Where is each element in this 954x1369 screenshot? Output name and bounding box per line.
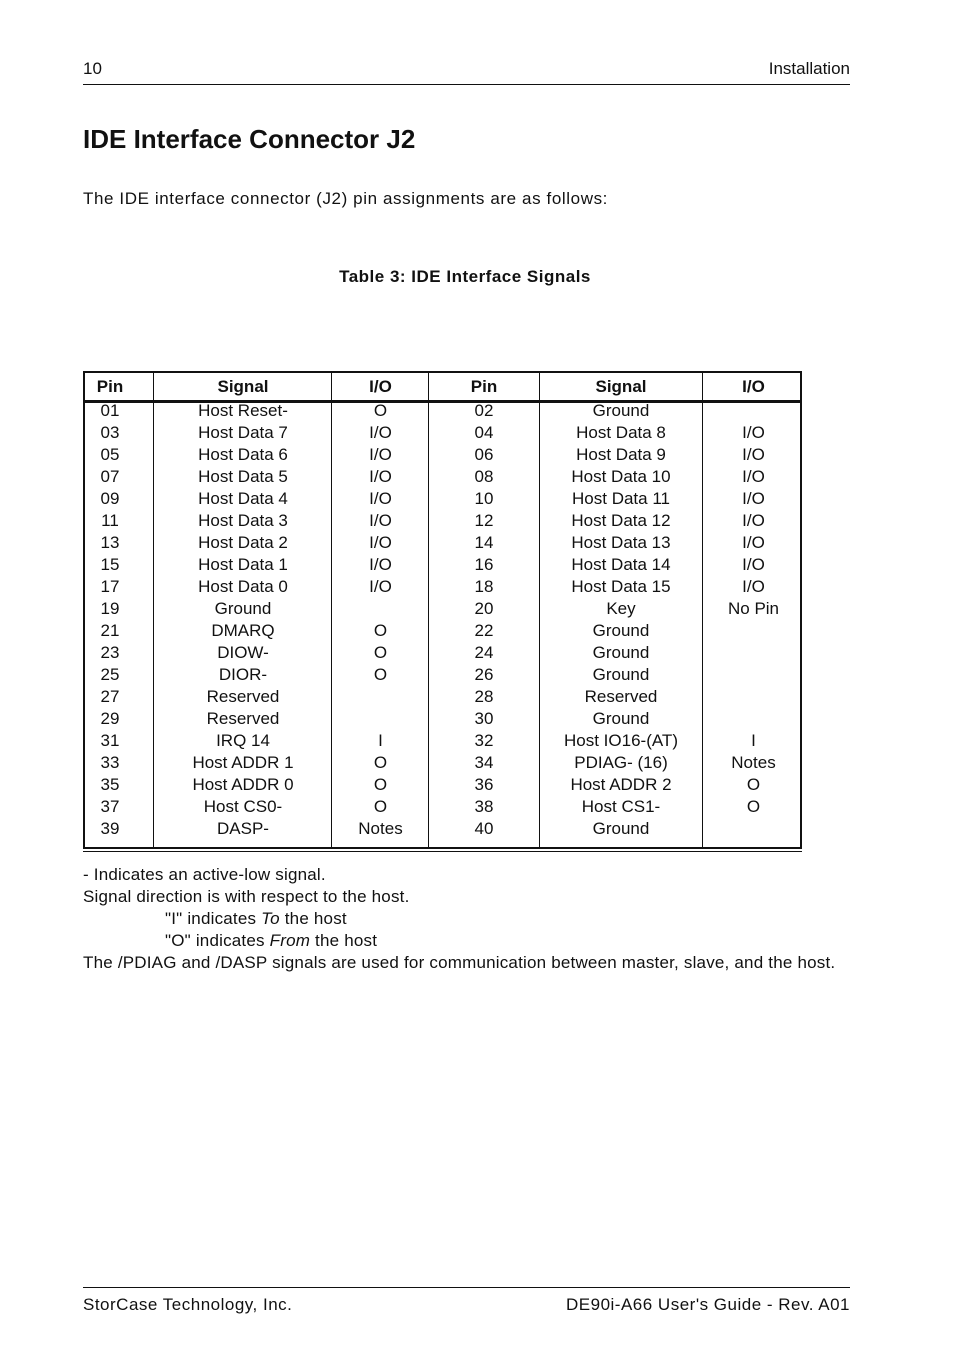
table-row (85, 554, 800, 576)
column-header-pin: Pin (96, 377, 124, 396)
table-row (85, 818, 800, 840)
cell-signal: Ground (592, 665, 650, 684)
note-pdiag-dasp: The /PDIAG and /DASP signals are used for communication between master, slave, and the host. (83, 953, 836, 972)
cell-signal: PDIAG- (16) (574, 753, 668, 772)
cell-signal: Ground (592, 621, 650, 640)
cell-io: No Pin (727, 599, 780, 618)
cell-io: O (373, 643, 388, 662)
cell-pin: 35 (100, 775, 120, 794)
note-input (83, 908, 853, 930)
cell-signal: Host Data 10 (571, 467, 671, 486)
cell-io: I/O (369, 511, 392, 530)
cell-io: I/O (369, 445, 392, 464)
cell-signal: Ground (592, 819, 650, 838)
table-row (85, 466, 800, 488)
cell-pin: 12 (474, 511, 494, 530)
cell-pin: 07 (100, 467, 120, 486)
cell-signal: Host Data 14 (571, 555, 671, 574)
column-header-pin: Pin (470, 377, 498, 396)
cell-signal: Host Data 0 (198, 577, 288, 596)
cell-io: I (378, 731, 383, 750)
cell-io: I/O (369, 423, 392, 442)
table-row (85, 510, 800, 532)
cell-pin: 18 (474, 577, 494, 596)
table-row (85, 774, 800, 796)
table-caption: Table 3: IDE Interface Signals (339, 267, 591, 286)
table-row (85, 664, 800, 686)
cell-io: I/O (742, 489, 765, 508)
table-row (85, 686, 800, 708)
cell-io: I/O (369, 489, 392, 508)
cell-pin: 27 (100, 687, 120, 706)
cell-io: I/O (369, 555, 392, 574)
note-output-pre: "O" indicates (165, 931, 270, 950)
cell-io: O (373, 665, 388, 684)
table-row (85, 708, 800, 730)
table-row (85, 576, 800, 598)
table-row (85, 752, 800, 774)
cell-signal: Host Data 13 (571, 533, 671, 552)
cell-pin: 38 (474, 797, 494, 816)
cell-signal: Ground (214, 599, 272, 618)
cell-pin: 25 (100, 665, 120, 684)
cell-signal: Host Data 9 (576, 445, 666, 464)
cell-signal: DASP- (217, 819, 269, 838)
cell-pin: 19 (100, 599, 120, 618)
cell-pin: 16 (474, 555, 494, 574)
cell-signal: Host Data 12 (571, 511, 671, 530)
cell-pin: 08 (474, 467, 494, 486)
cell-signal: Ground (592, 643, 650, 662)
cell-pin: 34 (474, 753, 494, 772)
page-title: IDE Interface Connector J2 (83, 124, 416, 154)
cell-pin: 31 (100, 731, 120, 750)
table-row (85, 642, 800, 664)
cell-signal: Host Reset- (198, 401, 288, 420)
cell-io: I/O (369, 533, 392, 552)
cell-signal: Host Data 11 (572, 489, 670, 508)
cell-signal: Reserved (206, 709, 280, 728)
note-input-post: the host (279, 909, 347, 928)
cell-io: I/O (369, 577, 392, 596)
cell-io: I/O (742, 577, 765, 596)
cell-signal: Host CS1- (581, 797, 661, 816)
note-input-pre: "I" indicates (165, 909, 262, 928)
cell-signal: DIOW- (217, 643, 269, 662)
cell-pin: 24 (474, 643, 494, 662)
cell-io: O (746, 797, 761, 816)
cell-io: I (751, 731, 756, 750)
cell-io: O (373, 775, 388, 794)
cell-signal: IRQ 14 (216, 731, 270, 750)
cell-io: O (746, 775, 761, 794)
cell-signal: Key (606, 599, 636, 618)
cell-signal: DIOR- (218, 665, 268, 684)
cell-pin: 23 (100, 643, 120, 662)
cell-pin: 13 (100, 533, 120, 552)
footer-company: StorCase Technology, Inc. (83, 1295, 293, 1314)
cell-signal: Host Data 7 (198, 423, 288, 442)
cell-pin: 33 (100, 753, 120, 772)
cell-io: Notes (358, 819, 403, 838)
note-output (83, 930, 853, 952)
cell-pin: 17 (100, 577, 120, 596)
table-row (85, 400, 800, 422)
cell-signal: Reserved (584, 687, 658, 706)
cell-pin: 05 (100, 445, 120, 464)
cell-pin: 01 (100, 401, 120, 420)
cell-pin: 22 (474, 621, 494, 640)
table-row (85, 444, 800, 466)
note-output-em: From (269, 931, 311, 950)
section-name: Installation (768, 59, 850, 78)
cell-signal: Host Data 15 (571, 577, 671, 596)
cell-pin: 40 (474, 819, 494, 838)
cell-pin: 30 (474, 709, 494, 728)
cell-pin: 03 (100, 423, 120, 442)
column-header-io: I/O (742, 377, 765, 396)
intro-paragraph: The IDE interface connector (J2) pin assignments are as follows: (83, 189, 609, 208)
table-row (85, 620, 800, 642)
cell-pin: 29 (100, 709, 120, 728)
cell-pin: 15 (100, 555, 120, 574)
cell-signal: Host ADDR 1 (192, 753, 294, 772)
cell-io: I/O (369, 467, 392, 486)
table-header-row (85, 376, 800, 400)
cell-io: I/O (742, 533, 765, 552)
table-row (85, 422, 800, 444)
cell-signal: Host CS0- (203, 797, 283, 816)
column-header-io: I/O (369, 377, 392, 396)
cell-io: I/O (742, 467, 765, 486)
note-direction: Signal direction is with respect to the host. (83, 887, 410, 906)
cell-signal: Host Data 6 (198, 445, 288, 464)
footer-guide-title: DE90i-A66 User's Guide - Rev. A01 (566, 1295, 850, 1314)
note-active-low: - Indicates an active-low signal. (83, 865, 326, 884)
cell-signal: DMARQ (211, 621, 275, 640)
footer-rule (83, 1287, 850, 1288)
cell-io: I/O (742, 511, 765, 530)
cell-signal: Host ADDR 0 (192, 775, 294, 794)
table-notes (83, 864, 853, 974)
cell-signal: Host Data 8 (576, 423, 666, 442)
cell-pin: 04 (474, 423, 494, 442)
cell-pin: 36 (474, 775, 494, 794)
note-input-em: To (261, 909, 280, 928)
table-row (85, 532, 800, 554)
cell-pin: 39 (100, 819, 120, 838)
page-number: 10 (83, 59, 102, 78)
cell-signal: Host Data 1 (198, 555, 288, 574)
column-header-signal: Signal (595, 377, 647, 396)
cell-pin: 37 (100, 797, 120, 816)
cell-signal: Host Data 4 (198, 489, 288, 508)
cell-pin: 11 (101, 511, 119, 530)
cell-io: O (373, 621, 388, 640)
cell-io: O (373, 797, 388, 816)
cell-io: O (373, 401, 388, 420)
cell-pin: 06 (474, 445, 494, 464)
cell-pin: 28 (474, 687, 494, 706)
cell-io: I/O (742, 445, 765, 464)
cell-signal: Host Data 3 (198, 511, 288, 530)
cell-pin: 32 (474, 731, 494, 750)
cell-io: Notes (731, 753, 776, 772)
cell-pin: 26 (474, 665, 494, 684)
cell-io: I/O (742, 423, 765, 442)
cell-signal: Host ADDR 2 (570, 775, 672, 794)
cell-io: O (373, 753, 388, 772)
cell-signal: Ground (592, 709, 650, 728)
ide-signal-table (83, 371, 802, 849)
column-header-signal: Signal (217, 377, 269, 396)
cell-pin: 14 (474, 533, 494, 552)
note-output-post: the host (310, 931, 378, 950)
cell-pin: 10 (474, 489, 494, 508)
table-bottom-rule (83, 851, 802, 852)
cell-signal: Host Data 5 (198, 467, 288, 486)
table-row (85, 730, 800, 752)
cell-pin: 09 (100, 489, 120, 508)
cell-signal: Reserved (206, 687, 280, 706)
cell-signal: Host IO16-(AT) (564, 731, 678, 750)
cell-signal: Host Data 2 (198, 533, 288, 552)
cell-io: I/O (742, 555, 765, 574)
cell-pin: 20 (474, 599, 494, 618)
table-row (85, 796, 800, 818)
table-row (85, 488, 800, 510)
table-row (85, 598, 800, 620)
cell-pin: 21 (100, 621, 120, 640)
cell-signal: Ground (592, 401, 650, 420)
cell-pin: 02 (474, 401, 494, 420)
header-rule (83, 84, 850, 85)
